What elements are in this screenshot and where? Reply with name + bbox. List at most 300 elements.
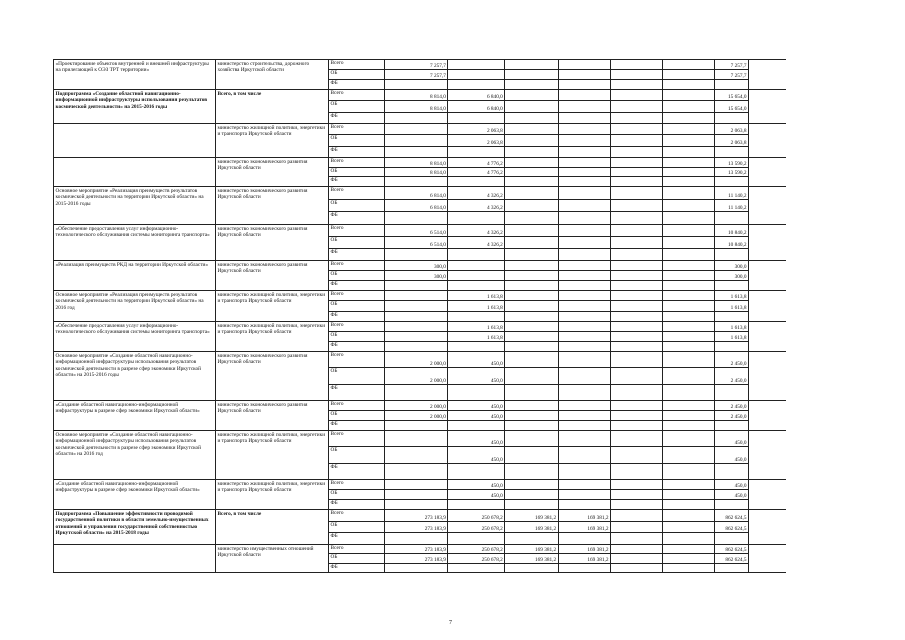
funding-y2-cell: 450,0	[448, 352, 505, 367]
page-number: 7	[449, 620, 452, 626]
funding-y5-cell	[611, 212, 663, 224]
funding-y5-cell	[611, 135, 663, 145]
funding-y2-cell	[448, 421, 505, 430]
table-row	[54, 90, 786, 124]
funding-line	[329, 490, 749, 500]
funding-line	[329, 533, 749, 544]
funding-y6-cell	[663, 447, 714, 462]
funding-y6-cell	[663, 291, 714, 300]
funding-line	[329, 177, 749, 186]
funding-y5-cell	[611, 533, 663, 544]
funding-src-cell: Всего	[329, 187, 385, 199]
funding-y1-cell	[385, 113, 448, 123]
funding-y3-cell	[505, 90, 558, 100]
funding-y4-cell	[559, 80, 611, 89]
program-name-cell	[54, 158, 216, 186]
responsible-cell: министерство жилищной политики, энергетики и транспорта Иркутской области	[216, 291, 329, 321]
funding-y2-cell: 450,0	[448, 401, 505, 410]
funding-y5-cell	[611, 312, 663, 321]
funding-total-cell: 10 840,2	[715, 237, 749, 248]
funding-src-cell: Всего	[329, 480, 385, 489]
funding-src-cell: Всего	[329, 510, 385, 521]
funding-total-cell: 15 654,0	[715, 101, 749, 111]
program-name-cell: «Реализация преимуществ РКД на территории Иркутской области»	[54, 261, 216, 290]
funding-line	[329, 158, 749, 168]
funding-src-cell: ФБ	[329, 147, 385, 157]
funding-y3-cell	[505, 101, 558, 111]
funding-y6-cell	[663, 411, 714, 420]
funding-line	[329, 564, 749, 572]
table-row	[54, 60, 786, 90]
funding-src-cell: ОБ	[329, 101, 385, 111]
funding-y4-cell: 169 381,2	[559, 522, 611, 533]
funding-y1-cell	[385, 322, 448, 331]
funding-y1-cell: 2 000,0	[385, 368, 448, 383]
funding-src-cell: Всего	[329, 322, 385, 331]
funding-y5-cell	[611, 411, 663, 420]
funding-line	[329, 352, 749, 368]
responsible-cell: министерство экономического развития Иркутской области	[216, 187, 329, 224]
program-name-cell: Подпрограмма «Повышение эффективности проводимой государственной политики в области земельно-имущественных отношений и управления государственной собственностью Иркутской области» на 2015-2018 годы	[54, 510, 216, 544]
funding-block	[329, 60, 749, 89]
funding-y2-cell: 250 678,2	[448, 554, 505, 562]
funding-y3-cell	[505, 187, 558, 199]
funding-block	[329, 225, 749, 260]
responsible-cell: министерство экономического развития Иркутской области	[216, 261, 329, 290]
funding-src-cell: ОБ	[329, 490, 385, 499]
table-row	[54, 322, 786, 352]
funding-total-cell: 13 590,2	[715, 158, 749, 167]
funding-y2-cell: 450,0	[448, 480, 505, 489]
funding-total-cell: 10 840,2	[715, 225, 749, 236]
funding-total-cell	[715, 177, 749, 186]
funding-y6-cell	[663, 135, 714, 145]
funding-y4-cell	[559, 480, 611, 489]
funding-y6-cell	[663, 158, 714, 167]
funding-y1-cell: 273 183,9	[385, 545, 448, 553]
funding-y2-cell	[448, 464, 505, 479]
funding-y1-cell	[385, 421, 448, 430]
funding-y5-cell	[611, 447, 663, 462]
funding-y6-cell	[663, 249, 714, 260]
funding-total-cell: 13 590,2	[715, 168, 749, 177]
funding-line	[329, 332, 749, 342]
funding-y4-cell	[559, 237, 611, 248]
funding-y5-cell	[611, 510, 663, 521]
program-name-cell: Основное мероприятие «Реализация преимуществ результатов космической деятельности на территории Иркутской области» на 2016 год	[54, 291, 216, 321]
funding-src-cell: ФБ	[329, 500, 385, 509]
funding-total-cell: 1 613,8	[715, 332, 749, 341]
funding-total-cell	[715, 342, 749, 351]
funding-y6-cell	[663, 431, 714, 446]
funding-line	[329, 281, 749, 290]
funding-line	[329, 124, 749, 135]
funding-src-cell: Всего	[329, 60, 385, 69]
funding-y3-cell	[505, 312, 558, 321]
funding-y4-cell	[559, 147, 611, 157]
responsible-cell: министерство жилищной политики, энергетики и транспорта Иркутской области	[216, 322, 329, 351]
funding-y6-cell	[663, 322, 714, 331]
funding-total-cell	[715, 212, 749, 224]
funding-y2-cell: 4 776,2	[448, 158, 505, 167]
funding-y4-cell	[559, 352, 611, 367]
funding-y2-cell: 450,0	[448, 490, 505, 499]
funding-y1-cell	[385, 212, 448, 224]
funding-y3-cell	[505, 421, 558, 430]
program-name-cell: «Создание областной навигационно-информационной инфраструктуры в разрезе сфер экономики Иркутской области»	[54, 480, 216, 509]
funding-total-cell: 300,0	[715, 261, 749, 270]
funding-src-cell: ОБ	[329, 447, 385, 462]
funding-y6-cell	[663, 101, 714, 111]
funding-line	[329, 187, 749, 200]
funding-total-cell	[715, 312, 749, 321]
funding-line	[329, 368, 749, 384]
funding-total-cell: 2 450,0	[715, 352, 749, 367]
funding-src-cell: ОБ	[329, 168, 385, 177]
funding-y5-cell	[611, 464, 663, 479]
funding-y6-cell	[663, 147, 714, 157]
funding-total-cell: 450,0	[715, 447, 749, 462]
funding-y2-cell: 1 613,8	[448, 291, 505, 300]
table-row	[54, 158, 786, 187]
funding-y2-cell: 4 326,2	[448, 225, 505, 236]
funding-y1-cell	[385, 249, 448, 260]
funding-y6-cell	[663, 500, 714, 509]
funding-y3-cell	[505, 147, 558, 157]
funding-y4-cell	[559, 200, 611, 212]
funding-y3-cell	[505, 564, 558, 572]
funding-block	[329, 510, 749, 544]
funding-y6-cell	[663, 237, 714, 248]
funding-y3-cell	[505, 177, 558, 186]
funding-src-cell: ФБ	[329, 281, 385, 290]
funding-y5-cell	[611, 545, 663, 553]
funding-total-cell: 11 140,2	[715, 200, 749, 212]
funding-src-cell: ФБ	[329, 385, 385, 400]
funding-line	[329, 301, 749, 311]
funding-y3-cell	[505, 332, 558, 341]
funding-y3-cell: 169 381,2	[505, 522, 558, 533]
funding-y4-cell	[559, 90, 611, 100]
funding-y5-cell	[611, 70, 663, 79]
funding-y2-cell: 4 326,2	[448, 187, 505, 199]
funding-total-cell	[715, 113, 749, 123]
funding-y2-cell: 6 840,0	[448, 90, 505, 100]
funding-y5-cell	[611, 301, 663, 310]
funding-block	[329, 158, 749, 186]
funding-y6-cell	[663, 564, 714, 572]
funding-y1-cell: 7 257,7	[385, 70, 448, 79]
table-row	[54, 124, 786, 158]
funding-line	[329, 147, 749, 157]
funding-src-cell: ФБ	[329, 464, 385, 479]
funding-line	[329, 411, 749, 421]
funding-y3-cell	[505, 249, 558, 260]
funding-y4-cell	[559, 113, 611, 123]
funding-y1-cell	[385, 431, 448, 446]
funding-y3-cell	[505, 342, 558, 351]
funding-y5-cell	[611, 237, 663, 248]
funding-block	[329, 352, 749, 400]
funding-y1-cell	[385, 291, 448, 300]
funding-y2-cell	[448, 212, 505, 224]
program-name-cell	[54, 124, 216, 157]
funding-y5-cell	[611, 261, 663, 270]
funding-y2-cell: 250 678,2	[448, 510, 505, 521]
funding-src-cell: Всего	[329, 352, 385, 367]
table-row	[54, 431, 786, 480]
funding-y2-cell	[448, 385, 505, 400]
funding-y4-cell	[559, 291, 611, 300]
funding-y5-cell	[611, 385, 663, 400]
funding-line	[329, 522, 749, 534]
program-name-cell: Основное мероприятие «Реализация преимуществ результатов космической деятельности на территории Иркутской области» на 2015-2016 годы	[54, 187, 216, 224]
funding-block	[329, 90, 749, 123]
funding-src-cell: Всего	[329, 291, 385, 300]
responsible-cell: министерство экономического развития Иркутской области	[216, 352, 329, 400]
funding-y5-cell	[611, 281, 663, 290]
funding-y5-cell	[611, 249, 663, 260]
funding-y2-cell	[448, 533, 505, 544]
funding-y6-cell	[663, 554, 714, 562]
funding-total-cell	[715, 464, 749, 479]
funding-y3-cell	[505, 447, 558, 462]
funding-y5-cell	[611, 60, 663, 69]
funding-line	[329, 385, 749, 400]
funding-line	[329, 342, 749, 351]
funding-y1-cell	[385, 124, 448, 134]
program-name-cell: Основное мероприятие «Создание областной навигационно-информационной инфраструктуры использования результатов космической деятельности в разрезе сфер экономики Иркутской области» на 2016 год	[54, 431, 216, 479]
funding-line	[329, 554, 749, 563]
funding-y3-cell	[505, 322, 558, 331]
funding-block	[329, 124, 749, 157]
funding-total-cell: 2 063,8	[715, 135, 749, 145]
funding-src-cell: Всего	[329, 431, 385, 446]
funding-line	[329, 510, 749, 522]
funding-total-cell: 1 613,8	[715, 301, 749, 310]
funding-line	[329, 431, 749, 447]
funding-y2-cell: 4 326,2	[448, 237, 505, 248]
funding-y4-cell	[559, 101, 611, 111]
funding-y3-cell	[505, 291, 558, 300]
program-name-cell: «Создание областной навигационно-информационной инфраструктуры в разрезе сфер экономики Иркутской области»	[54, 401, 216, 430]
funding-line	[329, 312, 749, 321]
funding-src-cell: Всего	[329, 545, 385, 553]
funding-y2-cell	[448, 342, 505, 351]
program-name-cell: «Обеспечение предоставления услуг информационно-технологического обслуживания системы мониторинга транспорта»	[54, 225, 216, 260]
funding-y1-cell: 8 814,0	[385, 158, 448, 167]
funding-y2-cell	[448, 281, 505, 290]
funding-y3-cell	[505, 431, 558, 446]
responsible-cell: Всего, в том числе	[216, 90, 329, 123]
funding-y4-cell: 169 381,2	[559, 510, 611, 521]
funding-y3-cell	[505, 464, 558, 479]
funding-y1-cell: 8 814,0	[385, 168, 448, 177]
funding-y1-cell	[385, 533, 448, 544]
responsible-cell: министерство жилищной политики, энергетики и транспорта Иркутской области	[216, 431, 329, 479]
funding-src-cell: ФБ	[329, 564, 385, 572]
funding-y6-cell	[663, 332, 714, 341]
funding-y3-cell	[505, 411, 558, 420]
funding-y3-cell	[505, 533, 558, 544]
funding-y1-cell: 2 000,0	[385, 352, 448, 367]
funding-y6-cell	[663, 212, 714, 224]
funding-y1-cell	[385, 490, 448, 499]
funding-y3-cell	[505, 70, 558, 79]
funding-y4-cell	[559, 158, 611, 167]
funding-y6-cell	[663, 187, 714, 199]
funding-y4-cell	[559, 385, 611, 400]
responsible-cell: министерство экономического развития Иркутской области	[216, 401, 329, 430]
funding-y4-cell	[559, 564, 611, 572]
funding-y5-cell	[611, 522, 663, 533]
funding-total-cell	[715, 421, 749, 430]
funding-line	[329, 225, 749, 237]
funding-y1-cell	[385, 135, 448, 145]
funding-y5-cell	[611, 401, 663, 410]
program-name-cell: «Проектирование объектов внутренней и внешней инфраструктуры на прилегающей к ОЭЗ ТРТ территории»	[54, 60, 216, 89]
funding-y2-cell: 6 840,0	[448, 101, 505, 111]
responsible-cell: министерство экономического развития Иркутской области	[216, 158, 329, 186]
funding-y5-cell	[611, 101, 663, 111]
funding-y4-cell	[559, 301, 611, 310]
funding-y4-cell	[559, 212, 611, 224]
funding-y6-cell	[663, 352, 714, 367]
funding-y3-cell	[505, 225, 558, 236]
program-name-cell: Основное мероприятие «Создание областной навигационно-информационной инфраструктуры использования результатов космической деятельности в разрезе сфер экономики Иркутской области» на 2015-2016 годы	[54, 352, 216, 400]
budget-table	[53, 59, 786, 573]
table-row	[54, 261, 786, 291]
funding-line	[329, 480, 749, 490]
funding-total-cell: 7 257,7	[715, 70, 749, 79]
funding-block	[329, 187, 749, 224]
funding-y6-cell	[663, 545, 714, 553]
funding-y6-cell	[663, 200, 714, 212]
funding-block	[329, 545, 749, 572]
funding-y2-cell: 1 613,8	[448, 301, 505, 310]
funding-y3-cell	[505, 113, 558, 123]
funding-y2-cell: 450,0	[448, 431, 505, 446]
funding-total-cell: 862 624,5	[715, 545, 749, 553]
funding-y6-cell	[663, 225, 714, 236]
table-row	[54, 352, 786, 401]
funding-y5-cell	[611, 500, 663, 509]
funding-y6-cell	[663, 342, 714, 351]
funding-y6-cell	[663, 177, 714, 186]
funding-src-cell: ОБ	[329, 411, 385, 420]
funding-y1-cell: 6 514,0	[385, 237, 448, 248]
funding-y3-cell	[505, 480, 558, 489]
funding-y2-cell	[448, 113, 505, 123]
funding-y1-cell: 300,0	[385, 261, 448, 270]
funding-y3-cell	[505, 158, 558, 167]
funding-line	[329, 261, 749, 271]
funding-y4-cell	[559, 168, 611, 177]
funding-src-cell: ФБ	[329, 312, 385, 321]
funding-y4-cell	[559, 135, 611, 145]
funding-y4-cell	[559, 271, 611, 280]
funding-total-cell: 15 654,0	[715, 90, 749, 100]
funding-total-cell	[715, 533, 749, 544]
funding-total-cell	[715, 249, 749, 260]
funding-total-cell	[715, 564, 749, 572]
funding-block	[329, 261, 749, 290]
funding-y3-cell: 169 381,2	[505, 545, 558, 553]
funding-total-cell	[715, 80, 749, 89]
funding-y6-cell	[663, 70, 714, 79]
funding-src-cell: Всего	[329, 401, 385, 410]
funding-y3-cell	[505, 368, 558, 383]
funding-y1-cell	[385, 500, 448, 509]
funding-total-cell: 11 140,2	[715, 187, 749, 199]
funding-total-cell	[715, 147, 749, 157]
funding-total-cell: 862 624,5	[715, 554, 749, 562]
funding-y1-cell: 300,0	[385, 271, 448, 280]
funding-y3-cell	[505, 60, 558, 69]
funding-y4-cell	[559, 500, 611, 509]
funding-y3-cell	[505, 124, 558, 134]
funding-y2-cell	[448, 147, 505, 157]
funding-y5-cell	[611, 271, 663, 280]
funding-block	[329, 431, 749, 479]
funding-y6-cell	[663, 124, 714, 134]
funding-y2-cell: 450,0	[448, 447, 505, 462]
funding-src-cell: ОБ	[329, 237, 385, 248]
funding-src-cell: Всего	[329, 261, 385, 270]
funding-src-cell: ФБ	[329, 80, 385, 89]
funding-total-cell: 450,0	[715, 490, 749, 499]
funding-total-cell	[715, 385, 749, 400]
funding-y5-cell	[611, 187, 663, 199]
funding-y1-cell	[385, 342, 448, 351]
funding-y3-cell	[505, 261, 558, 270]
funding-src-cell: ОБ	[329, 70, 385, 79]
funding-y1-cell: 6 514,0	[385, 225, 448, 236]
funding-y4-cell	[559, 411, 611, 420]
funding-line	[329, 113, 749, 123]
funding-line	[329, 200, 749, 213]
funding-y2-cell	[448, 312, 505, 321]
funding-y4-cell: 169 381,2	[559, 545, 611, 553]
funding-y5-cell	[611, 147, 663, 157]
funding-y2-cell	[448, 80, 505, 89]
funding-src-cell: ОБ	[329, 368, 385, 383]
funding-y6-cell	[663, 271, 714, 280]
table-row	[54, 480, 786, 510]
funding-src-cell: Всего	[329, 90, 385, 100]
funding-y1-cell: 6 814,0	[385, 187, 448, 199]
funding-y5-cell	[611, 113, 663, 123]
funding-line	[329, 101, 749, 112]
funding-y3-cell	[505, 135, 558, 145]
funding-y4-cell	[559, 187, 611, 199]
funding-y6-cell	[663, 261, 714, 270]
responsible-cell: министерство имущественных отношений Иркутской области	[216, 545, 329, 572]
funding-y4-cell	[559, 60, 611, 69]
funding-y3-cell	[505, 301, 558, 310]
funding-y4-cell	[559, 447, 611, 462]
funding-y3-cell	[505, 237, 558, 248]
funding-y4-cell	[559, 490, 611, 499]
funding-line	[329, 401, 749, 411]
funding-y3-cell	[505, 212, 558, 224]
funding-block	[329, 291, 749, 321]
funding-y5-cell	[611, 554, 663, 562]
funding-y3-cell: 169 381,2	[505, 510, 558, 521]
funding-y3-cell	[505, 200, 558, 212]
funding-src-cell: ФБ	[329, 113, 385, 123]
funding-y4-cell	[559, 464, 611, 479]
